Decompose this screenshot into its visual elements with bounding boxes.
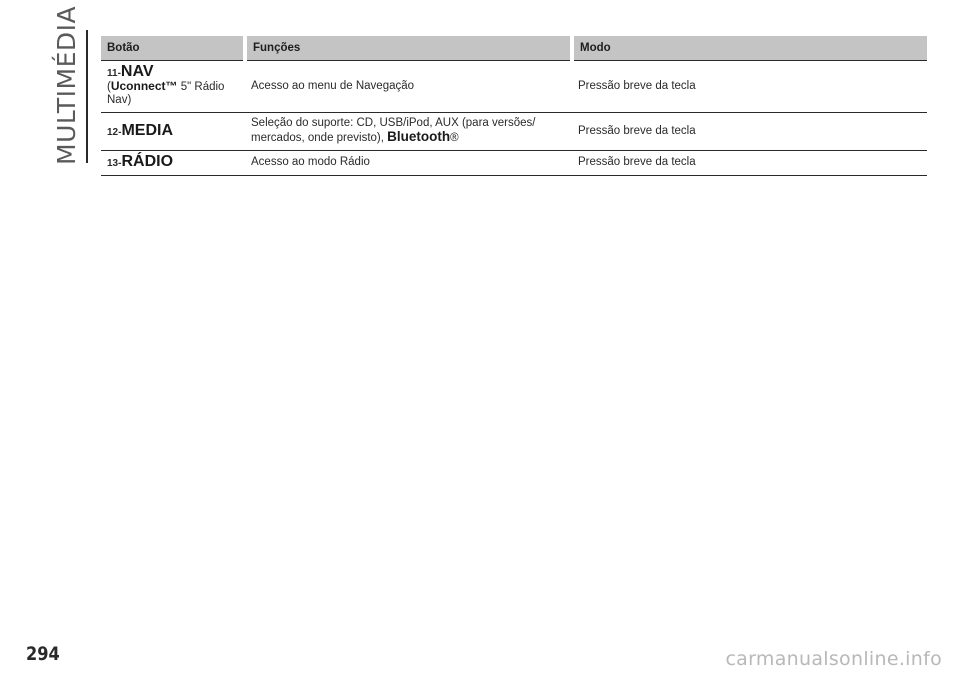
button-note-open: (: [107, 81, 111, 93]
section-divider: [86, 30, 88, 163]
watermark: carmanualsonline.info: [725, 648, 942, 670]
header-botao: Botão: [101, 36, 245, 61]
table-row: [101, 61, 927, 113]
button-note-brand: Uconnect™: [110, 79, 178, 93]
table-row: [101, 113, 927, 151]
row-number: 13-: [107, 158, 122, 169]
row-number: 12-: [107, 126, 122, 138]
section-title-vertical: MULTIMÉDIA: [52, 5, 81, 165]
function-suffix: ®: [450, 132, 459, 144]
button-name: MEDIA: [121, 121, 174, 139]
button-cell: [101, 61, 245, 113]
button-note-rest: 5" Rádio Nav): [107, 81, 225, 106]
table-row: [101, 151, 927, 176]
button-name: RÁDIO: [121, 153, 174, 170]
row-number: 11-: [107, 68, 121, 79]
mode-cell: Pressão breve da tecla: [572, 151, 927, 176]
mode-cell: Pressão breve da tecla: [572, 61, 927, 113]
mode-cell: Pressão breve da tecla: [572, 113, 927, 151]
function-cell: [245, 113, 572, 151]
header-modo: Modo: [572, 36, 927, 61]
function-cell: Acesso ao menu de Navegação: [245, 61, 572, 113]
page-number: 294: [26, 643, 60, 665]
button-cell: [101, 151, 245, 176]
button-name: NAV: [120, 63, 154, 80]
function-cell: Acesso ao modo Rádio: [245, 151, 572, 176]
header-funcoes: Funções: [245, 36, 572, 61]
button-cell: [101, 113, 245, 151]
function-brand: Bluetooth: [387, 129, 451, 144]
table-header-row: [101, 36, 927, 61]
buttons-functions-table: [101, 36, 927, 176]
function-text: Seleção do suporte: CD, USB/iPod, AUX (para versões/ mercados, onde previsto),: [251, 117, 536, 144]
